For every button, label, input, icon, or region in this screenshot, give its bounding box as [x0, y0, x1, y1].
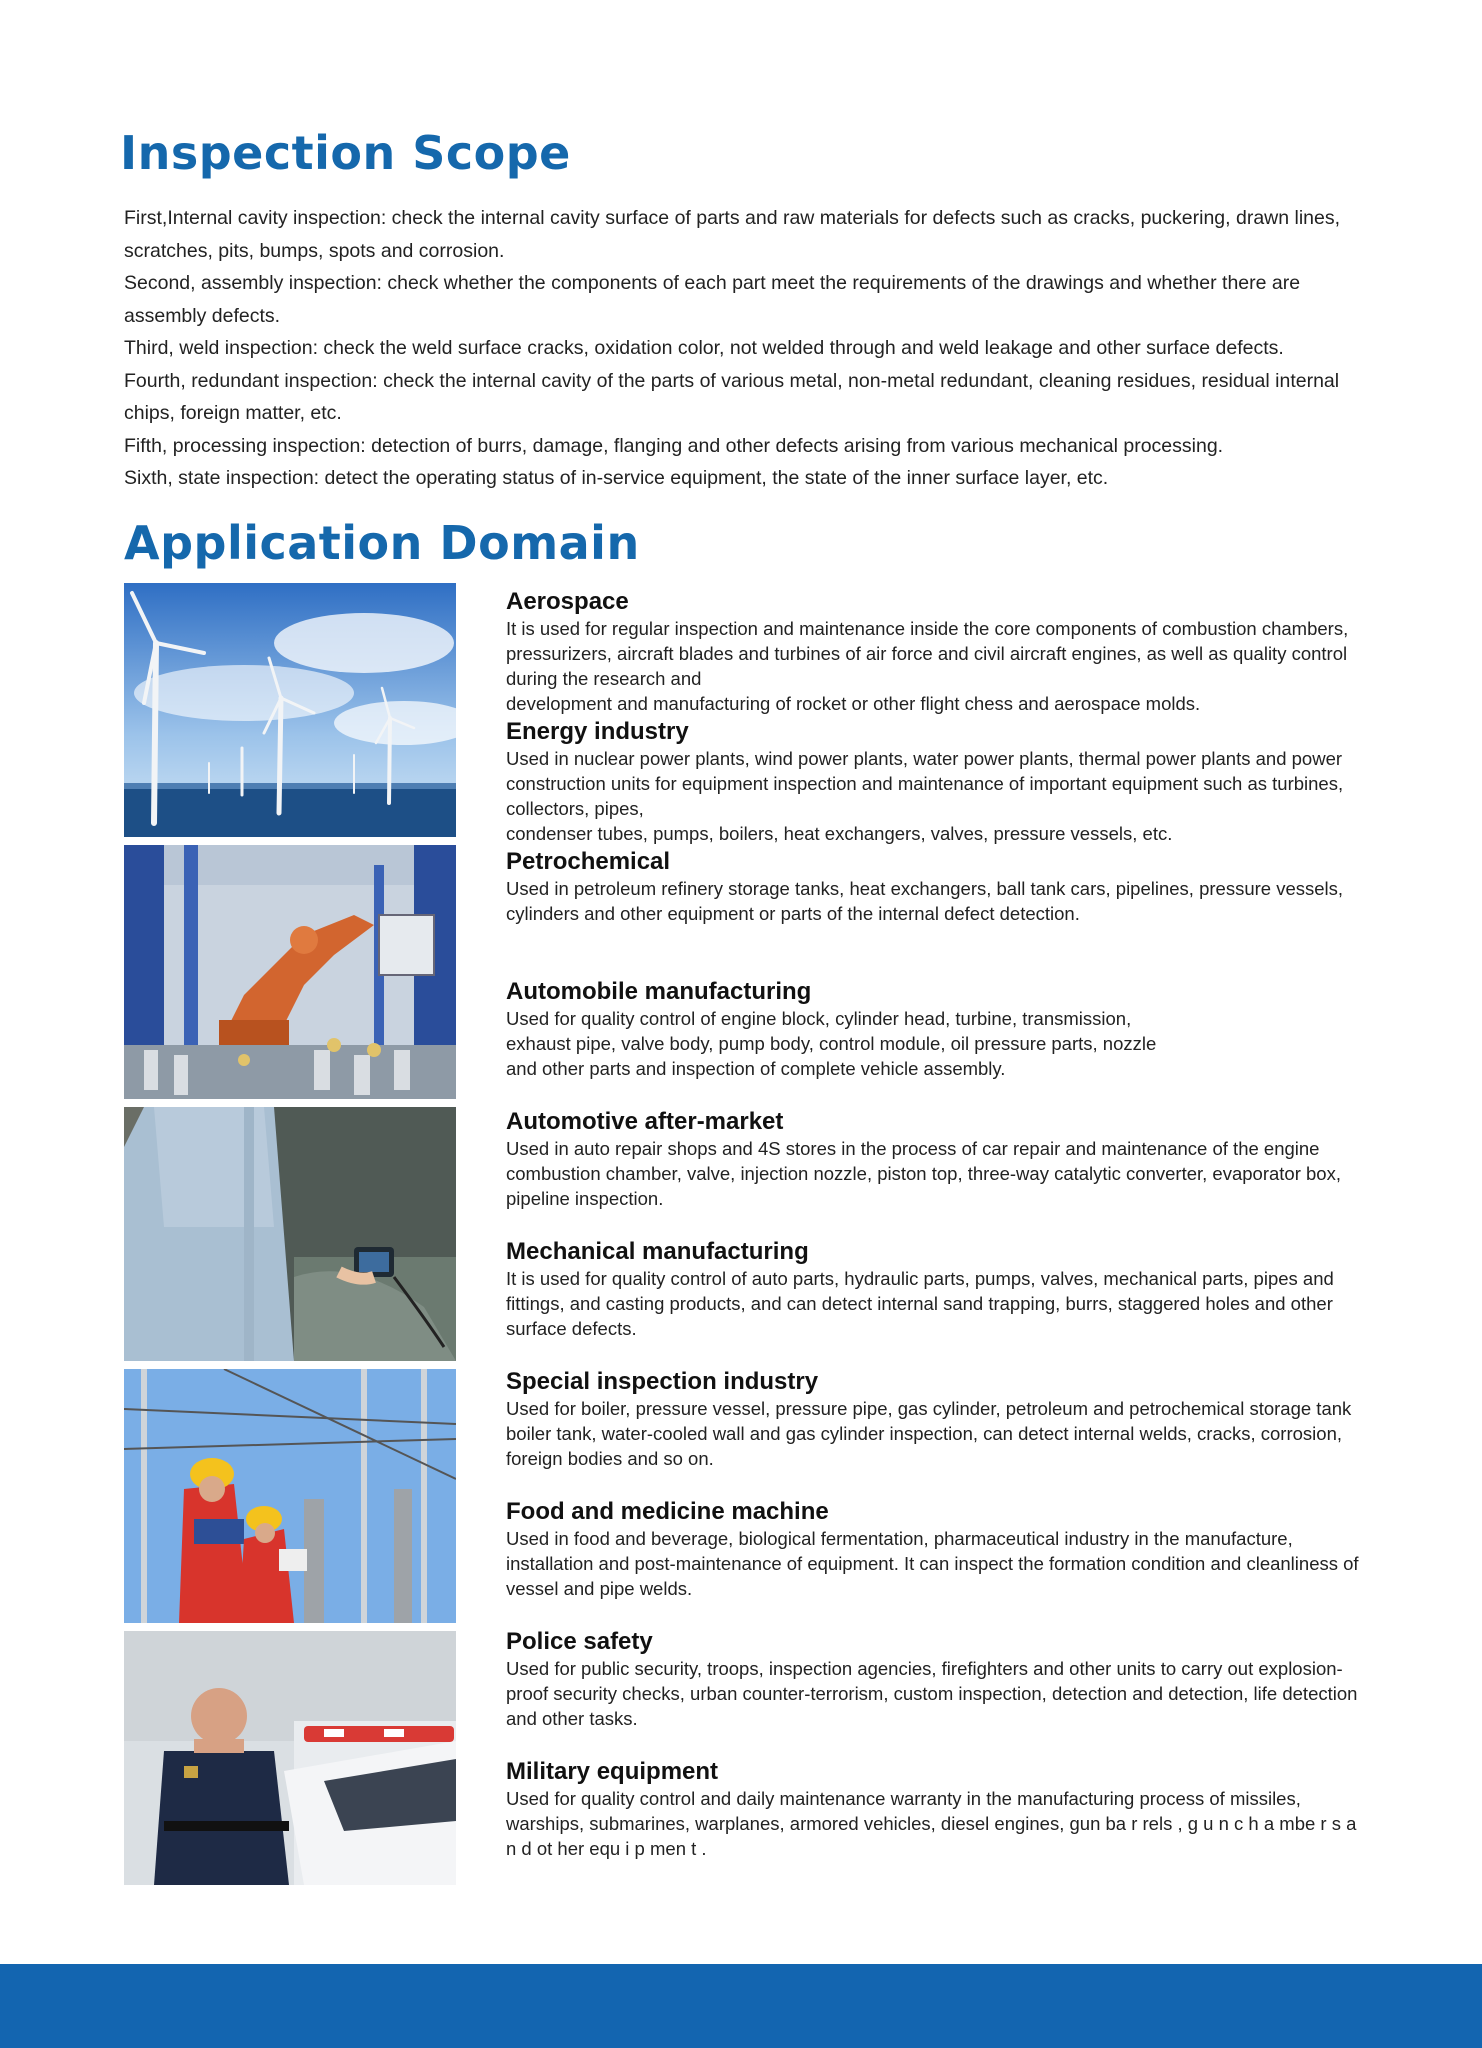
- domain-heading: Military equipment: [506, 1758, 719, 1785]
- domain-heading: Police safety: [506, 1628, 653, 1655]
- footer-band: [0, 1964, 1482, 2048]
- domain-description: Used for boiler, pressure vessel, pressure pipe, gas cylinder, petroleum and petrochemical storage tank boiler tank, water-cooled wall and gas cylinder inspection, can detect internal welds, cracks, corrosion, foreign bodies and so on.: [506, 1398, 1352, 1469]
- domain-item-police-safety: [506, 1628, 1366, 1758]
- domain-heading: Mechanical manufacturing: [506, 1238, 809, 1265]
- domain-heading: Energy industry: [506, 718, 689, 745]
- robot-arm-factory-photo: [124, 845, 456, 1099]
- domain-item-military-equipment: [506, 1758, 1366, 1888]
- domain-description: Used in auto repair shops and 4S stores in the process of car repair and maintenance of the engine combustion chamber, valve, injection nozzle, piston top, three-way catalytic converter, evaporator box, pipeline inspection.: [506, 1138, 1341, 1209]
- scope-paragraph: Sixth, state inspection: detect the operating status of in-service equipment, the state of the inner surface layer, etc.: [124, 467, 1109, 489]
- application-domain-list: [506, 588, 1366, 1888]
- domain-item-automotive-after-market: [506, 1108, 1366, 1238]
- domain-heading: Automobile manufacturing: [506, 978, 812, 1005]
- domain-description: Used in nuclear power plants, wind power plants, water power plants, thermal power plants and power construction units for equipment inspection and maintenance of important equipment such as turbines, collectors, pipes, condenser tubes, pumps, boilers, heat exchangers, valves, pressure vessels, etc.: [506, 748, 1344, 844]
- domain-item-special-inspection: [506, 1368, 1366, 1498]
- domain-description: Used for quality control of engine block, cylinder head, turbine, transmission, exhaust pipe, valve body, pump body, control module, oil pressure parts, nozzle and other parts and inspection of complete vehicle assembly.: [506, 1008, 1157, 1079]
- domain-heading: Aerospace: [506, 588, 629, 615]
- technician-endoscope-photo: [124, 1107, 456, 1361]
- photo-column: [124, 583, 456, 1893]
- domain-description: It is used for quality control of auto parts, hydraulic parts, pumps, valves, mechanical parts, pipes and fittings, and casting products, and can detect internal sand trapping, burrs, staggered holes and other surface defects.: [506, 1268, 1334, 1339]
- scope-paragraph: First,Internal cavity inspection: check the internal cavity surface of parts and raw materials for defects such as cracks, puckering, drawn lines, scratches, pits, bumps, spots and corrosion.: [124, 207, 1341, 262]
- scope-paragraph: Second, assembly inspection: check whether the components of each part meet the requirements of the drawings and whether there are assembly defects.: [124, 272, 1301, 327]
- domain-heading: Petrochemical: [506, 848, 671, 875]
- inspection-scope-title: Inspection Scope: [120, 126, 571, 180]
- application-domain-title: Application Domain: [124, 516, 640, 570]
- domain-heading: Automotive after-market: [506, 1108, 784, 1135]
- scope-paragraph: Fifth, processing inspection: detection of burrs, damage, flanging and other defects arising from various mechanical processing.: [124, 434, 1224, 457]
- scope-paragraph: Third, weld inspection: check the weld surface cracks, oxidation color, not welded through and weld leakage and other surface defects.: [124, 337, 1284, 359]
- domain-heading: Special inspection industry: [506, 1368, 819, 1395]
- scope-paragraph: Fourth, redundant inspection: check the internal cavity of the parts of various metal, non-metal redundant, cleaning residues, residual internal chips, foreign matter, etc.: [124, 369, 1340, 424]
- wind-turbines-photo: [124, 583, 456, 837]
- domain-description: Used for public security, troops, inspection agencies, firefighters and other units to carry out explosion-proof security checks, urban counter-terrorism, custom inspection, detection and detection, life detection and other tasks.: [506, 1658, 1358, 1729]
- domain-item-automobile-manufacturing: [506, 978, 1366, 1108]
- domain-item-petrochemical: [506, 848, 1366, 978]
- inspection-scope-text: [124, 202, 1376, 495]
- domain-item-mechanical-manufacturing: [506, 1238, 1366, 1368]
- domain-description: Used for quality control and daily maintenance warranty in the manufacturing process of missiles, warships, submarines, warplanes, armored vehicles, diesel engines, gun ba r rels , g u n c h a mbe r s a n d ot her equ i p men t .: [506, 1788, 1357, 1859]
- domain-item-energy-industry: [506, 718, 1366, 848]
- domain-description: It is used for regular inspection and maintenance inside the core components of combustion chambers, pressurizers, aircraft blades and turbines of air force and civil aircraft engines, as well as quality control during the research and development and manufacturing of rocket or other flight chess and aerospace molds.: [506, 618, 1349, 714]
- domain-description: Used in petroleum refinery storage tanks, heat exchangers, ball tank cars, pipelines, pressure vessels, cylinders and other equipment or parts of the internal defect detection.: [506, 878, 1344, 924]
- police-officer-photo: [124, 1631, 456, 1885]
- domain-heading: Food and medicine machine: [506, 1498, 829, 1525]
- substation-workers-photo: [124, 1369, 456, 1623]
- domain-item-food-medicine: [506, 1498, 1366, 1628]
- domain-description: Used in food and beverage, biological fermentation, pharmaceutical industry in the manufacture, installation and post-maintenance of equipment. It can inspect the formation condition and cleanliness of vessel and pipe welds.: [506, 1528, 1359, 1599]
- domain-item-aerospace: [506, 588, 1366, 718]
